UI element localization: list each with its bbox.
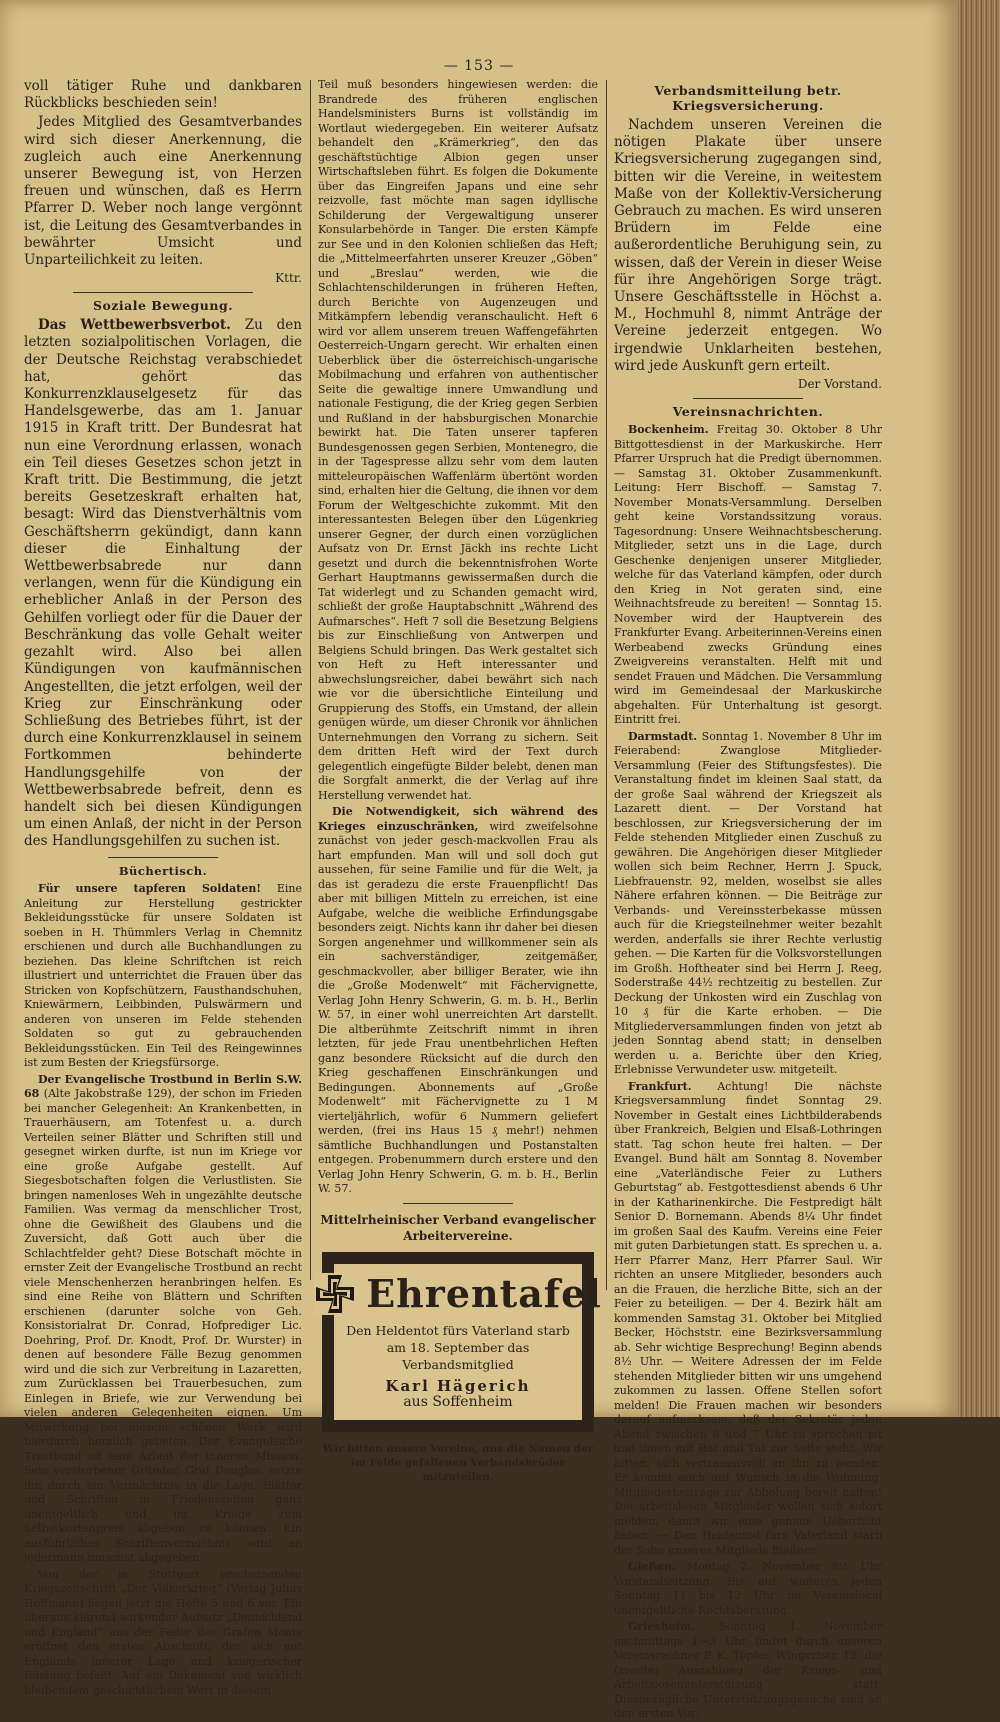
town-name: Bockenheim. [628,423,709,437]
article-text: (Alte Jakobstraße 129), der schon im Frieden bei mancher Gelegenheit: An Krankenbetten, in Trauerhäusern, am Totenfest u. a. durch Verteilen seiner Blätter und Schriften still und gesegnet wirken durfte, ist nun im Kriege vor eine große Aufgabe gestellt. Auf Siegesbotschaften folgen die Verlustlisten. Sie bringen namenloses Weh in ungezählte deutsche Familien. Was vermag da menschlicher Trost, ohne die Gewißheit des Glaubens und die Zuversicht, daß Gott auch über die Schlachtfelder geht? Diese Botschaft möchte in ernster Zeit der Evangelische Trostbund an recht viele Menschenherzen heranbringen helfen. Es sind eine Reihe von Blättern und Schriften erschienen (darunter solche von Geh. Konsistorialrat Dr. Conrad, Hofprediger Lic. Doehring, Prof. Dr. Knodt, Prof. Dr. Wurster) in denen auf besondere Fälle Bezug genommen wird und die sich zur Verbreitung in Lazaretten, zum Zurücklassen bei Trauerbesuchen, zum Einlegen in Briefe, wie zur Verwendung bei vielen anderen Gelegenheiten eignen. Um Mitwirkung bei diesem schönen Werk wird hierdurch herzlich gebeten. Der Evangelische Trostbund ist eine Arbeit der inneren Mission. Sein verstorbener Gründer, Graf Douglas, setzte ihn durch ein Vermächtnis in die Lage, Blätter und Schriften in Friedenszeiten ganz unentgeltlich und im Kriege zum Selbstkostenpreis abgeben zu können. Ein ausführliches Schriftenverzeichnis wird an jedermann umsonst abgegeben. [24,1087,302,1565]
article-text: Von der in Stuttgart erscheinenden Kriegszeitschrift „Der Völkerkrieg“ (Verlag Julius Hoffmann) liegen jetzt die Hefte 5 und 6 vor. Ein überaus klärend wirkender Aufsatz „Deutschland und England“ aus der Feder des Grafen Monts eröffnet den ersten Abschnitt, der sich mit Englands innerer Lage und kriegerischer Rüstung befaßt. Auf ein Dokument von wirklich bleibendem geschichtlichem Wert in diesem [24,1567,302,1697]
article-paragraph [24,1568,302,1699]
town-name: Frankfurt. [628,1079,692,1093]
request-note: Wir bitten unsere Vereine, uns die Namen der im Felde gefallenen Verbandsbrüder mitzuteilen. [322,1442,594,1483]
article-paragraph [24,882,302,1071]
column-left [24,78,302,1697]
article-text: wird zweifelsohne zunächst von jeder gesch-mackvollen Frau als hart empfunden. Man will und soll doch gut aussehen, für seine Familie und für die Welt, ja das ist geradezu die erste Frauenpflicht! Das aber mit billigen Mitteln zu erreichen, ist eine Aufgabe, welche die weibliche Erfindungsgabe besonders zeigt. Nichts kann ihr daher bei diesen Sorgen angenehmer und willkommener sein als ein sachverständiger, zeitgemäßer, geschmackvoller, aber billiger Berater, wie ihn die „Große Modenwelt“ mit Fächervignette, Verlag John Henry Schwerin, G. m. b. H., Berlin W. 57, in einer wohl unerreichten Art darstellt. Die altberühmte Zeitschrift nimmt in ihren letzten, für jede Frau unentbehrlichen Heften ganz besondere Rücksicht auf die durch den Krieg geschaffenen Einschränkungen und Bedingungen. Abonnements auf „Große Modenwelt“ mit Fächervignette zu 1 M vierteljährlich, wofür 6 Nummern geliefert werden, (frei ins Haus 15 ₰ mehr!) nehmen sämtliche Buchhandlungen und Postanstalten entgegen. Probenummern durch erstere und den Verlag John Henry Schwerin, G. m. b. H., Berlin W. 57. [318,819,599,1195]
article-paragraph [318,805,598,1197]
club-news-text: Sonntag 1. November 8 Uhr im Feierabend: Zwanglose Mitglieder-Versammlung (Feier des Stiftungsfestes). Die Veranstaltung findet im kleinen Saal statt, da der große Saal während der Kriegszeit als Lazarett dient. — Der Vorstand hat beschlossen, zur Kriegsversicherung der im Felde stehenden Mitglieder einen Zuschuß zu gewähren. Die Angehörigen dieser Mitglieder wollen sich beim Rechner, Herrn J. Spuck, Liebfrauenstr. 92, melden, woselbst sie alles Nähere erfahren können. — Die Beiträge zur Verbands- und Vereinssterbekasse müssen auch für die Kriegsteilnehmer weiter bezahlt werden, anderfalls sie ihrer Rechte verlustig gehen. — Die Karten für die Volksvorstellungen im Großh. Hoftheater sind bei Herrn J. Reeg, Soderstraße 44½ rechtzeitig zu bestellen. Zur Deckung der Unkosten wird ein Zuschlag von 10 ₰ für die Karte erhoben. — Die Mitgliederversammlungen finden von jetzt ab jeden Sonntag abend statt; in denselben werden u. a. Berichte über den Krieg, Erlebnisse Verwundeter usw. mitgeteilt. [614,729,882,1077]
club-news-text: Sonntag 1. November nachmittags 1—3 Uhr findet durch unseren Vereinsrechner P. K. Töpfer, Wingertstr. 12, die (zweite) Auszahlung der Kriegs- und Arbeitslosenunterstützung statt. Diesbezügliche Unterstützungsgesuche sind an den ersten Vor- [614,1620,882,1721]
section-heading: Büchertisch. [118,863,208,878]
club-news-item [614,730,882,1078]
town-name: Griesheim. [628,1620,696,1634]
book-page-edges [958,0,1000,1417]
column-middle [318,78,602,1483]
club-news-text: Achtung! Die nächste Kriegsversammlung findet Sonntag 29. November in Gestalt eines Lichtbilderabends über Frankreich, Belgien und Elsaß-Lothringen statt. Tag schon heute frei halten. — Der Evangel. Bund hält am Sonntag 8. November eine „Vaterländische Feier zu Luthers Geburtstag“ ab. Festgottesdienst abends 6 Uhr in der Katharinenkirche. Die Festpredigt hält Senior D. Bornemann. Abends 8¼ Uhr findet im großen Saal des Kaufm. Vereins eine Feier mit guten Darbietungen statt. Es sprechen u. a. Herr Pfarrer Manz, Herr Pfarrer Saul. Wir richten an unsere Mitglieder, besonders auch an die Frauen, die herzliche Bitte, sich an der Feier zu beteiligen. — Der 4. Bezirk hält am kommenden Samstag 31. Oktober bei Mitglied Becker, Höchststr. eine Bezirksversammlung ab. Sehr wichtige Besprechung! Beginn abends 8½ Uhr. — Weitere Adressen der im Felde stehenden Mitglieder bitten wir uns umgehend zukommen zu lassen. Offene Stellen sofort melden! Die Frauen machen wir besonders darauf aufmerksam, daß der Sekretär jeden Abend zwischen 6 und 7 Uhr zu sprechen ist und ihnen mit Rat und Tat zur Seite steht. Wir bitten, sich vertrauensvoll an ihn zu wenden. Er kommt auch auf Wunsch in die Wohnung. Mitgliederbeiträge zur Abholung bereit halten! Die arbeitslosen Mitglieder wollen sich sofort melden, damit wir eine genaue Ueberficht haben. — Den Heldentod fürs Vaterland starb der Sohn unseres Mitglieds Bießner. [614,1079,882,1557]
article-paragraph: Teil muß besonders hingewiesen werden: die Brandrede des früheren englischen Handelsministers Burns ist vollständig im Wortlaut wiedergegeben. Ein weiterer Aufsatz behandelt den „Krämerkrieg“, den das geschäftstüchtige Albion gegen unser Wirtschaftsleben führt. Es folgen die Dokumente über das Eingreifen Japans und eine sehr reizvolle, fast möchte man sagen idyllische Schilderung der Vergewaltigung unserer Konsularbehörde in Tanger. Die ersten Kämpfe zur See und in den Kolonien schließen das Heft; die „Mittelmeerfahrten unserer Kreuzer „Göben“ und „Breslau“ werden, wie die Schlachtenschilderungen in früheren Heften, durch Berichte von Augenzeugen und Mitkämpfern lebendig veranschaulicht. Heft 6 wird vor allem unserem treuen Waffengefährten Oesterreich-Ungarn gerecht. Wir erhalten einen Ueberblick über die österreichisch-ungarische Mobilmachung und erfahren von authentischer Seite die gewaltige innere Umwandlung und nationale Festigung, die der Krieg gegen Serbien und Rußland in der habsburgischen Monarchie bewirkt hat. Die Taten unserer tapferen Bundesgenossen gegen Serbien, Montenegro, die in der Tagespresse allzu sehr vom dem lauten mitteleuropäischen Waffenlärm übertönt worden sind, erhalten hier die Geltung, die ihnen vor dem Forum der Weltgeschichte zukommt. Mit den interessantesten Belegen über den Lügenkrieg unserer Gegner, der durch einen vorzüglichen Aufsatz von Dr. Ernst Jäckh ins rechte Licht gesetzt und durch die bekenntnisfrohen Worte Gerhart Hauptmanns gewissermaßen durch die Tat widerlegt und zu Schanden gemacht wird, schließt der große Hauptabschnitt „Während des Aufmarsches“. Heft 7 soll die Besetzung Belgiens bis zur Einschließung von Antwerpen und Belgiens Schuld bringen. Das Werk gestaltet sich von Heft zu Heft interessanter und abwechslungsreicher, dabei bewährt sich nach wie vor die übersichtliche Einteilung und Gruppierung des Stoffs, ein Umstand, der allein genügen würde, um dieser Chronik vor ähnlichen Unternehmungen den Vorrang zu sichern. Seit dem dritten Heft wird der Text durch gelegentlich eingefügte Bilder belebt, denen man die Sorgfalt anmerkt, die der Verlag auf ihre Herstellung verwendet hat. [318,78,598,802]
column-right [614,78,882,1721]
honor-roll-box [322,1252,602,1432]
intro-signature: Kttr. [275,271,302,286]
article-lead: Der Evangelische Trostbund in Berlin S.W. 68 [24,1072,302,1101]
section-rule [73,292,253,293]
article-paragraph [24,1073,302,1566]
club-news-item [614,1080,882,1559]
section-heading: Soziale Bewegung. [92,297,234,313]
article-lead: Für unsere tapferen Soldaten! [38,882,262,896]
article-lead: Die Notwendigkeit, sich während des Krieges einzuschränken, [318,805,598,833]
iron-cross-icon [314,1273,356,1315]
town-name: Darmstadt. [628,729,698,743]
page-number: — 153 — [443,58,515,74]
section-rule [403,1203,513,1204]
honor-roll-title: Ehrentafel [366,1270,602,1316]
fallen-member-place: aus Soffenheim [403,1394,513,1410]
town-name: Gießen. [628,1560,676,1574]
article-text: Zu den letzten sozialpolitischen Vorlagen, die der Deutsche Reichstag verabschiedet hat, gehört das Konkurrenzklauselgesetz für das Handelsgewerbe, das am 1. Januar 1915 in Kraft tritt. Der Bundesrat hat nun eine Verordnung erlassen, wonach ein Teil dieses Gesetzes schon jetzt in Kraft tritt. Die Bestimmung, die jetzt bereits Gesetzeskraft erhalten hat, besagt: Wird das Dienstverhältnis vom Geschäftsherrn gekündigt, dann kann dieser die Einhaltung der Wettbewerbsabrede nur dann verlangen, wenn für die Kündigung ein erheblicher Anlaß in der Person des Gehilfen vorliegt oder für die Dauer der Beschränkung das volle Gehalt weiter gezahlt wird. Also bei allen Kündigungen von kaufmännischen Angestellten, die jetzt erfolgen, weil der Krieg zur Einschränkung oder Schließung des Betriebes führt, ist der durch eine Konkurrenzklausel in seinem Fortkommen behinderte Handlungsgehilfe von der Wettbewerbsabrede befreit, denn es handelt sich bei diesen Kündigungen um einen Anlaß, der nicht in der Person des Handlungsgehilfen zu suchen ist. [24,317,302,850]
section-heading: Verbandsmitteilung betr. Kriegsversicherung. [654,83,842,113]
article-paragraph: Nachdem unseren Vereinen die nötigen Plakate über unsere Kriegsversicherung zugegangen sind, bitten wir die Vereine, in weitestem Maße von der Kollektiv-Versicherung Gebrauch zu machen. Es wird unseren Brüdern im Felde eine außerordentliche Beruhigung sein, zu wissen, daß der Verein in dieser Weise für ihre Angehörigen Sorge trägt. Unsere Geschäftsstelle in Höchst a. M., Hochmuhl 8, nimmt Anträge der Vereine jederzeit entgegen. Wo irgendwie Unklarheiten bestehen, wird jede Auskunft gern erteilt. [614,117,882,374]
club-news-item [614,1620,882,1722]
section-rule [693,398,803,399]
column-divider [310,80,311,1280]
article-lead: Das Wettbewerbsverbot. [38,317,231,334]
section-heading: Vereinsnachrichten. [672,403,824,419]
club-news-item [614,423,882,728]
club-news-item [614,1560,882,1618]
article-text: Eine Anleitung zur Herstellung gestrickter Bekleidungsstücke für unsere Soldaten ist soeben in H. Thümmlers Verlag in Chemnitz erschienen und durch alle Buchhandlungen zu beziehen. Das kleine Schriftchen ist reich illustriert und unterrichtet die Frauen über das Stricken von Kopfschützern, Fausthandschuhen, Kniewärmern, Leibbinden, Pulswärmern und anderen von unseren im Felde stehenden Soldaten so gut zu gebrauchenden Bekleidungsstücken. Ein Teil des Reingewinnes ist zum Besten der Kriegsfürsorge. [24,882,302,1070]
article-paragraph [24,317,302,850]
association-heading: Mittelrheinischer Verband evangelischer Arbeitervereine. [320,1212,596,1243]
honor-roll-text: Den Heldentot fürs Vaterland starb am 18. September das Verbandsmitglied [346,1322,570,1372]
board-signature: Der Vorstand. [797,377,882,392]
column-divider [606,80,607,1290]
intro-paragraph: voll tätiger Ruhe und dankbaren Rückblicks beschieden sein! [24,78,302,112]
fallen-member-name: Karl Hägerich [385,1376,531,1395]
club-news-text: Freitag 30. Oktober 8 Uhr Bittgottesdienst in der Markuskirche. Herr Pfarrer Urspruch hat die Predigt übernommen. — Samstag 31. Oktober Zusammenkunft. Leitung: Herr Bischoff. — Samstag 7. November Monats-Versammlung. Derselben geht keine Vorstandssitzung voraus. Tagesordnung: Unsere Weihnachtsbescherung. Mitglieder, setzt uns in die Lage, durch Geschenke denjenigen unserer Mitglieder, welche für das Vaterland kämpfen, oder durch den Krieg in Not geraten sind, eine Weihnachtsfreude zu bereiten! — Sonntag 15. November wird der Hauptverein des Frankfurter Evang. Arbeiterinnen-Vereins einen Werbeabend zwecks Gründung eines Zweigvereins veranstalten. Helft mit und sendet Frauen und Mädchen. Die Versammlung wird im Gemeindesaal der Markuskirche abgehalten. Für Unterhaltung ist gesorgt. Eintritt frei. [614,423,882,727]
intro-paragraph: Jedes Mitglied des Gesamtverbandes wird sich dieser Anerkennung, die zugleich auch eine Anerkennung unserer Bewegung ist, von Herzen freuen und wünschen, daß es Herrn Pfarrer D. Weber noch lange vergönnt ist, die Leitung des Gesamtverbandes in bewährter Umsicht und Unparteilichkeit zu leiten. [24,114,302,269]
section-rule [108,857,218,858]
club-news-text: Montag 2. November 8½ Uhr Vorstandssitzung. Bis auf weiteres jeden Sonntag 11 bis 12 Uhr im Vereinslokal unentgeltliche Rechtsberatung. [614,1560,882,1617]
